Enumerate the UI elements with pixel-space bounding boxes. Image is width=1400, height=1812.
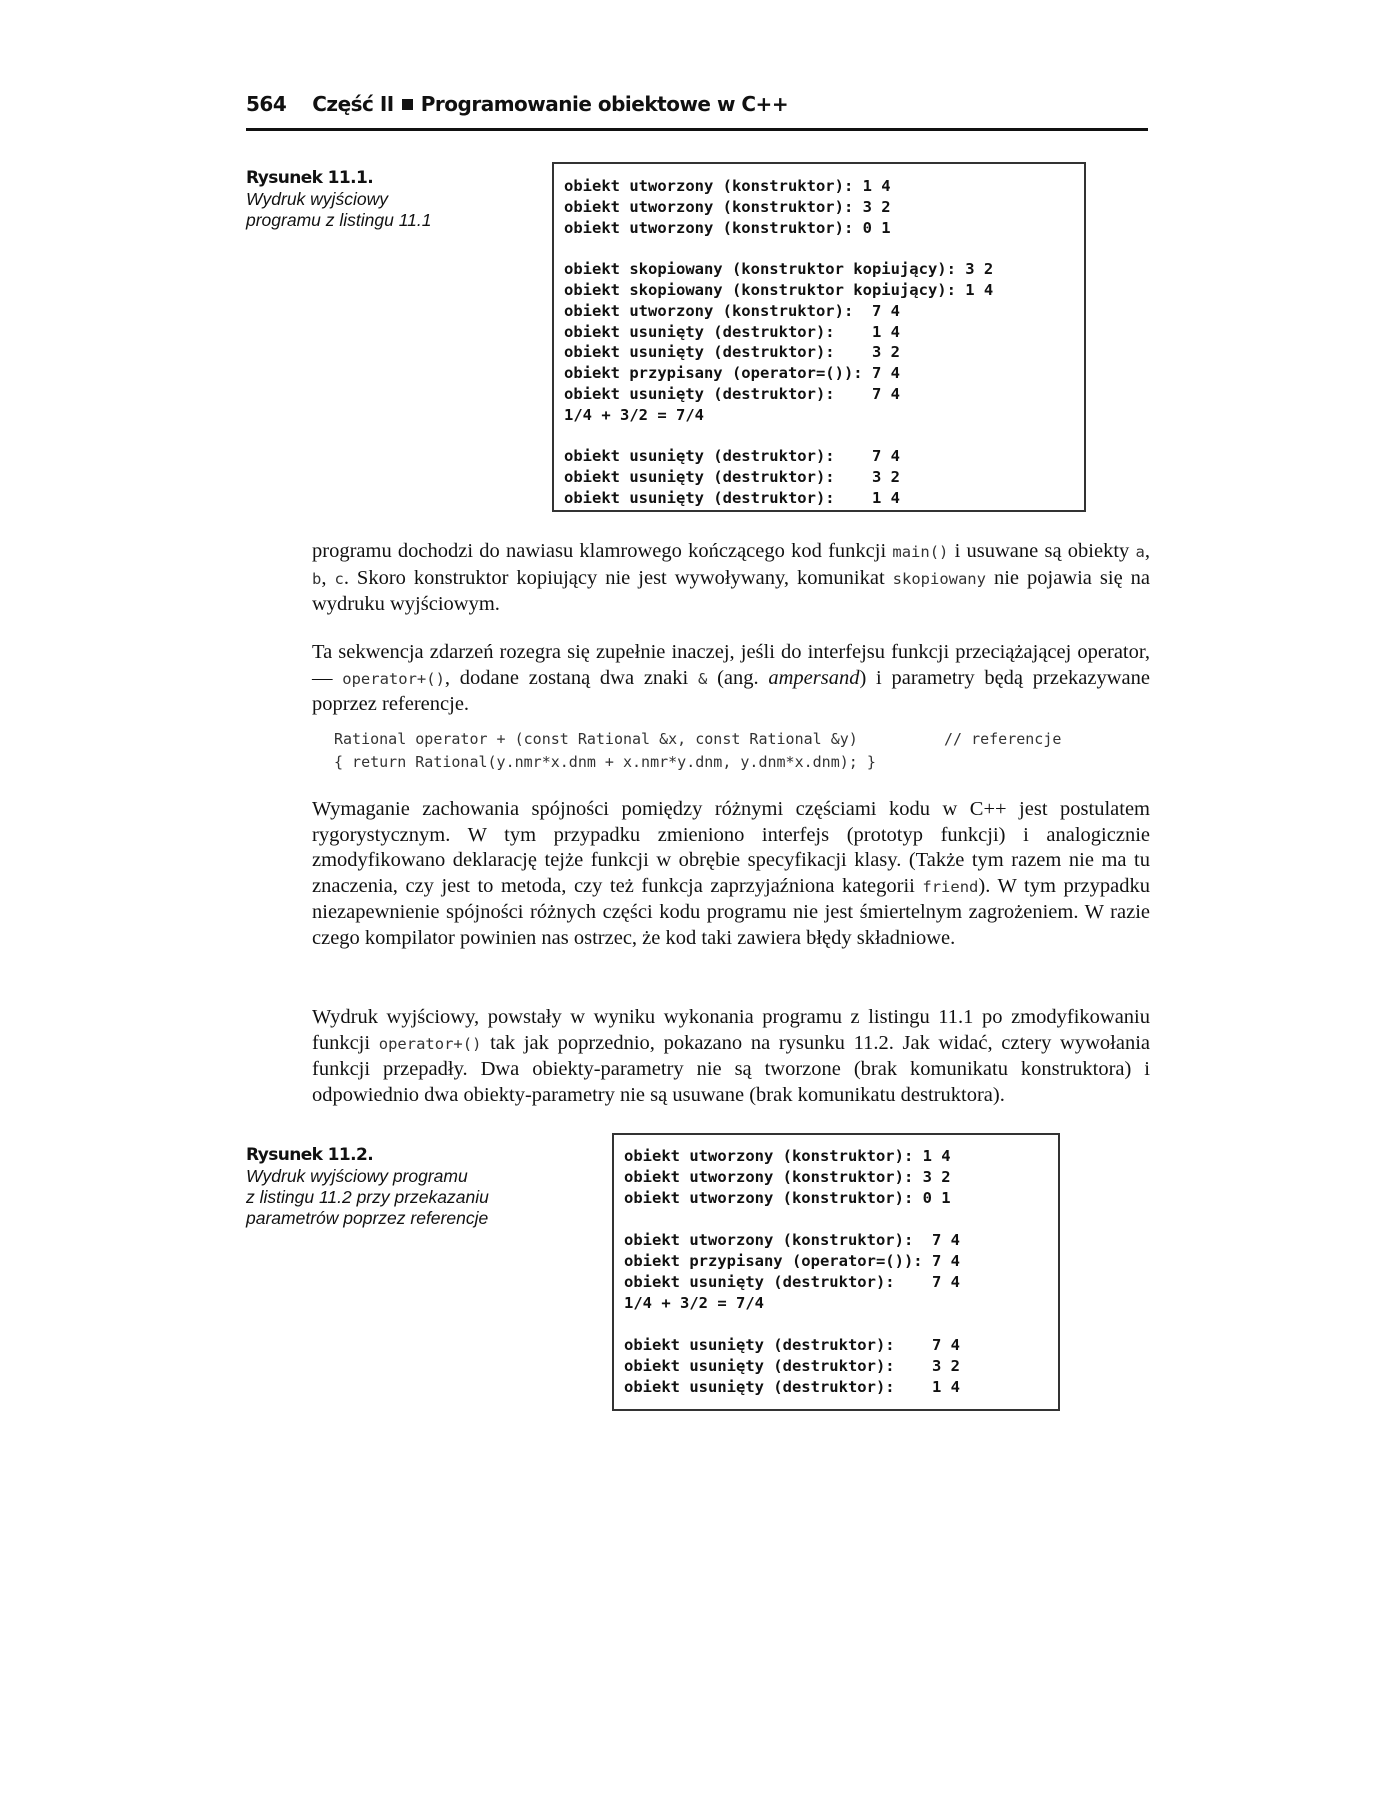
code-listing [334,728,1154,774]
code-line: { return Rational(y.nmr*x.dnm + x.nmr*y.dnm, y.dnm*x.dnm); } [334,753,876,771]
output-line: obiekt usunięty (destruktor): 3 2 [564,343,900,362]
inline-code: operator+() [342,669,445,688]
inline-code: main() [892,543,949,561]
output-line: obiekt utworzony (konstruktor): 3 2 [624,1168,951,1186]
paragraph-1 [312,539,1150,618]
output-line: 1/4 + 3/2 = 7/4 [624,1294,764,1312]
output-line: obiekt utworzony (konstruktor): 7 4 [564,301,900,320]
part-label: Część II [312,92,394,116]
output-line: obiekt usunięty (destruktor): 1 4 [624,1378,960,1396]
figure1-description: Wydruk wyjściowy programu z listingu 11.1 [246,189,432,230]
output-line [564,238,1076,259]
output-line: obiekt usunięty (destruktor): 3 2 [564,468,900,487]
output-line: obiekt usunięty (destruktor): 1 4 [564,322,900,341]
output-line: obiekt utworzony (konstruktor): 3 2 [564,197,891,216]
figure2-title: Rysunek 11.2. [246,1145,374,1165]
code-line [334,728,1154,751]
text-run: nie pojawia się na wydruku wyjściowym. [312,566,1151,616]
inline-code: c [334,569,344,588]
output-line: obiekt skopiowany (konstruktor kopiujący): 1 4 [564,280,994,299]
output-line: obiekt przypisany (operator=()): 7 4 [624,1252,960,1270]
output-line: obiekt usunięty (destruktor): 3 2 [624,1357,960,1375]
inline-code: & [697,669,708,688]
figure2-description: Wydruk wyjściowy programu z listingu 11.2 przy przekazaniu parametrów poprzez referencje [246,1166,489,1228]
inline-code: b [312,569,322,588]
paragraph-2 [312,640,1150,718]
text-run: tak jak poprzednio, pokazano na rysunku 11.2. Jak widać, cztery wywołania funkcji przepadły. Dwa obiekty-parametry nie są tworzone (brak komunikatu konstruktora) i odpowiednio dwa obiekty-parametry nie są usuwane (brak komunikatu destruktora). [312,1031,1150,1106]
output-line: obiekt usunięty (destruktor): 1 4 [564,488,900,507]
text-run: Wymaganie zachowania spójności pomiędzy różnymi częściami kodu w C++ jest postulatem rygorystycznym. W tym przypadku zmieniono interfejs (prototyp funkcji) i analogicznie zmodyfikowano deklarację tejże funkcji w obrębie specyfikacji klasy. (Także tym razem nie ma tu znaczenia, czy jest to metoda, czy też funkcja zaprzyjaźniona kategorii [312,798,1150,897]
output-line [624,1314,1050,1335]
figure2-caption [246,1145,546,1229]
inline-code: skopiowany [892,569,986,588]
inline-code: operator+() [378,1034,482,1053]
output-line: obiekt utworzony (konstruktor): 1 4 [624,1147,951,1165]
code-comment: // referencje [944,730,1062,748]
paragraph-3 [312,797,1150,952]
output-line: obiekt skopiowany (konstruktor kopiujący): 3 2 [564,260,994,279]
square-bullet-icon [402,99,413,110]
output-line: obiekt usunięty (destruktor): 7 4 [624,1273,960,1291]
text-run: i usuwane są obiekty [948,540,1136,562]
output-line: obiekt usunięty (destruktor): 7 4 [564,384,900,403]
output-line [564,426,1076,447]
text-run: Wydruk wyjściowy, powstały w wyniku wykonania programu z listingu 11.1 po zmodyfikowaniu funkcji [312,1006,1150,1054]
book-title: Programowanie obiektowe w C++ [420,92,789,116]
text-run: programu dochodzi do nawiasu klamrowego kończącego kod funkcji [312,540,893,562]
page-number: 564 [246,92,287,116]
text-run: Ta sekwencja zdarzeń rozegra się zupełnie inaczej, jeśli do interfejsu funkcji przeciążającej operator, — [312,641,1150,689]
inline-code: friend [922,877,979,896]
text-run: ). W tym przypadku niezapewnienie spójności różnych części kodu programu nie jest śmiertelnym zagrożeniem. W razie czego kompilator powinien nas ostrzec, że kod taki zawiera błędy składniowe. [312,874,1150,949]
figure2-output-box [612,1133,1060,1411]
output-line: 1/4 + 3/2 = 7/4 [564,405,704,424]
output-line: obiekt usunięty (destruktor): 7 4 [564,447,900,466]
output-line [624,1209,1050,1230]
italic-term: ampersand [768,666,860,689]
figure1-caption [246,168,486,231]
text-run: , [321,566,335,589]
running-header [246,92,1148,131]
paragraph-4 [312,1005,1150,1108]
figure1-output-box [552,162,1086,512]
code-text: Rational operator + (const Rational &x, const Rational &y) [334,730,858,748]
output-line: obiekt utworzony (konstruktor): 1 4 [564,177,891,195]
figure1-title: Rysunek 11.1. [246,168,374,188]
text-run: ) i parametry będą przekazywane poprzez referencje. [312,666,1150,716]
text-run: , [1144,540,1150,562]
output-line: obiekt utworzony (konstruktor): 0 1 [624,1189,951,1207]
output-line: obiekt przypisany (operator=()): 7 4 [564,364,900,383]
output-line: obiekt utworzony (konstruktor): 0 1 [564,218,891,237]
output-line: obiekt utworzony (konstruktor): 7 4 [624,1231,960,1249]
text-run: (ang. [707,666,769,689]
output-line: obiekt usunięty (destruktor): 7 4 [624,1336,960,1354]
text-run: . Skoro konstruktor kopiujący nie jest wywoływany, komunikat [343,566,893,589]
inline-code: a [1135,543,1145,561]
text-run: , dodane zostaną dwa znaki [444,666,698,689]
header-text [246,92,788,116]
